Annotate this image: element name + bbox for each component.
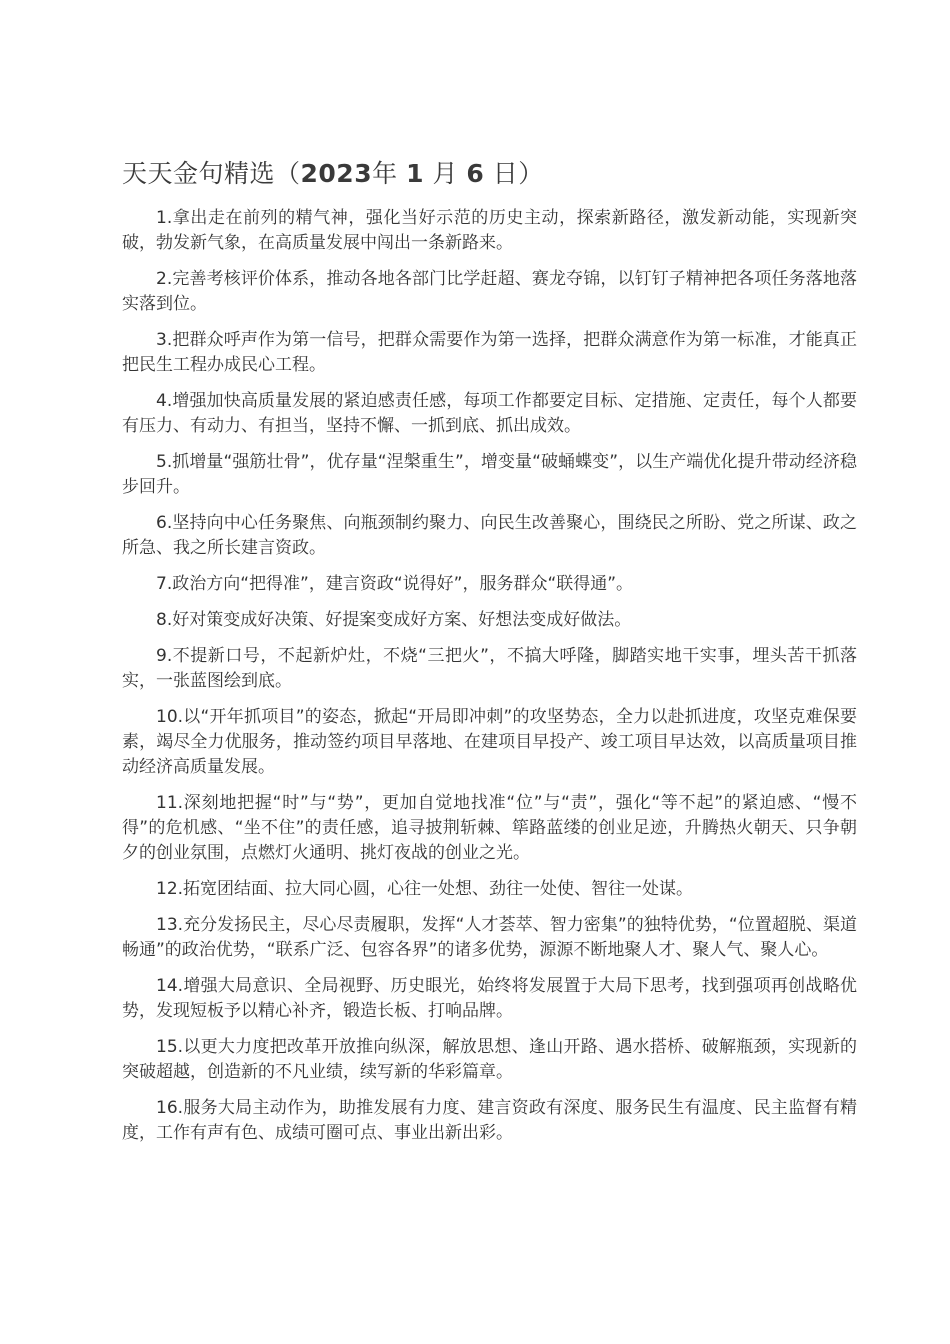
quote-paragraph-2: 2.完善考核评价体系，推动各地各部门比学赶超、赛龙夺锦，以钉钉子精神把各项任务落地落实落到位。 bbox=[122, 269, 857, 314]
title-prefix: 天天金句精选（ bbox=[122, 159, 301, 188]
quote-paragraph-8: 8.好对策变成好决策、好提案变成好方案、好想法变成好做法。 bbox=[156, 610, 632, 630]
title-year: 2023 bbox=[300, 159, 373, 188]
quote-paragraph-13: 13.充分发扬民主，尽心尽责履职，发挥“人才荟萃、智力密集”的独特优势，“位置超脱、渠道畅通”的政治优势，“联系广泛、包容各界”的诸多优势，源源不断地聚人才、聚人气、聚人心。 bbox=[122, 915, 857, 960]
title-day-unit: 日） bbox=[492, 159, 544, 188]
quote-paragraph-3: 3.把群众呼声作为第一信号，把群众需要作为第一选择，把群众满意作为第一标准，才能真正把民生工程办成民心工程。 bbox=[122, 330, 857, 375]
quote-paragraph-6: 6.坚持向中心任务聚焦、向瓶颈制约聚力、向民生改善聚心，围绕民之所盼、党之所谋、政之所急、我之所长建言资政。 bbox=[122, 513, 857, 558]
quote-paragraph-12: 12.拓宽团结面、拉大同心圆，心往一处想、劲往一处使、智往一处谋。 bbox=[156, 879, 694, 899]
title-day: 6 bbox=[466, 159, 485, 188]
title-month-unit: 月 bbox=[432, 159, 458, 188]
quote-paragraph-9: 9.不提新口号，不起新炉灶，不烧“三把火”，不搞大呼隆，脚踏实地干实事，埋头苦干抓落实，一张蓝图绘到底。 bbox=[122, 646, 857, 691]
quote-paragraph-10: 10.以“开年抓项目”的姿态，掀起“开局即冲刺”的攻坚势态，全力以赴抓进度，攻坚克难保要素，竭尽全力优服务，推动签约项目早落地、在建项目早投产、竣工项目早达效，以高质量项目推动经济高质量发展。 bbox=[122, 707, 857, 777]
quote-paragraph-4: 4.增强加快高质量发展的紧迫感责任感，每项工作都要定目标、定措施、定责任，每个人都要有压力、有动力、有担当，坚持不懈、一抓到底、抓出成效。 bbox=[122, 391, 857, 436]
quote-paragraph-14: 14.增强大局意识、全局视野、历史眼光，始终将发展置于大局下思考，找到强项再创战略优势，发现短板予以精心补齐，锻造长板、打响品牌。 bbox=[122, 976, 857, 1021]
quote-paragraph-15: 15.以更大力度把改革开放推向纵深，解放思想、逢山开路、遇水搭桥、破解瓶颈，实现新的突破超越，创造新的不凡业绩，续写新的华彩篇章。 bbox=[122, 1037, 857, 1082]
quote-list bbox=[122, 206, 857, 1157]
quote-paragraph-16: 16.服务大局主动作为，助推发展有力度、建言资政有深度、服务民生有温度、民主监督有精度，工作有声有色、成绩可圈可点、事业出新出彩。 bbox=[122, 1098, 857, 1143]
quote-paragraph-11: 11.深刻地把握“时”与“势”，更加自觉地找准“位”与“责”，强化“等不起”的紧迫感、“慢不得”的危机感、“坐不住”的责任感，追寻披荆斩棘、筚路蓝缕的创业足迹，升腾热火朝天、只争朝夕的创业氛围，点燃灯火通明、挑灯夜战的创业之光。 bbox=[122, 793, 857, 863]
quote-paragraph-7: 7.政治方向“把得准”，建言资政“说得好”，服务群众“联得通”。 bbox=[156, 574, 634, 594]
quote-paragraph-1: 1.拿出走在前列的精气神，强化当好示范的历史主动，探索新路径，激发新动能，实现新突破，勃发新气象，在高质量发展中闯出一条新路来。 bbox=[122, 208, 857, 253]
title-month: 1 bbox=[406, 159, 424, 188]
quote-paragraph-5: 5.抓增量“强筋壮骨”，优存量“涅槃重生”，增变量“破蛹蝶变”，以生产端优化提升带动经济稳步回升。 bbox=[122, 452, 857, 497]
title-year-unit: 年 bbox=[372, 159, 398, 188]
document-title bbox=[122, 152, 544, 196]
